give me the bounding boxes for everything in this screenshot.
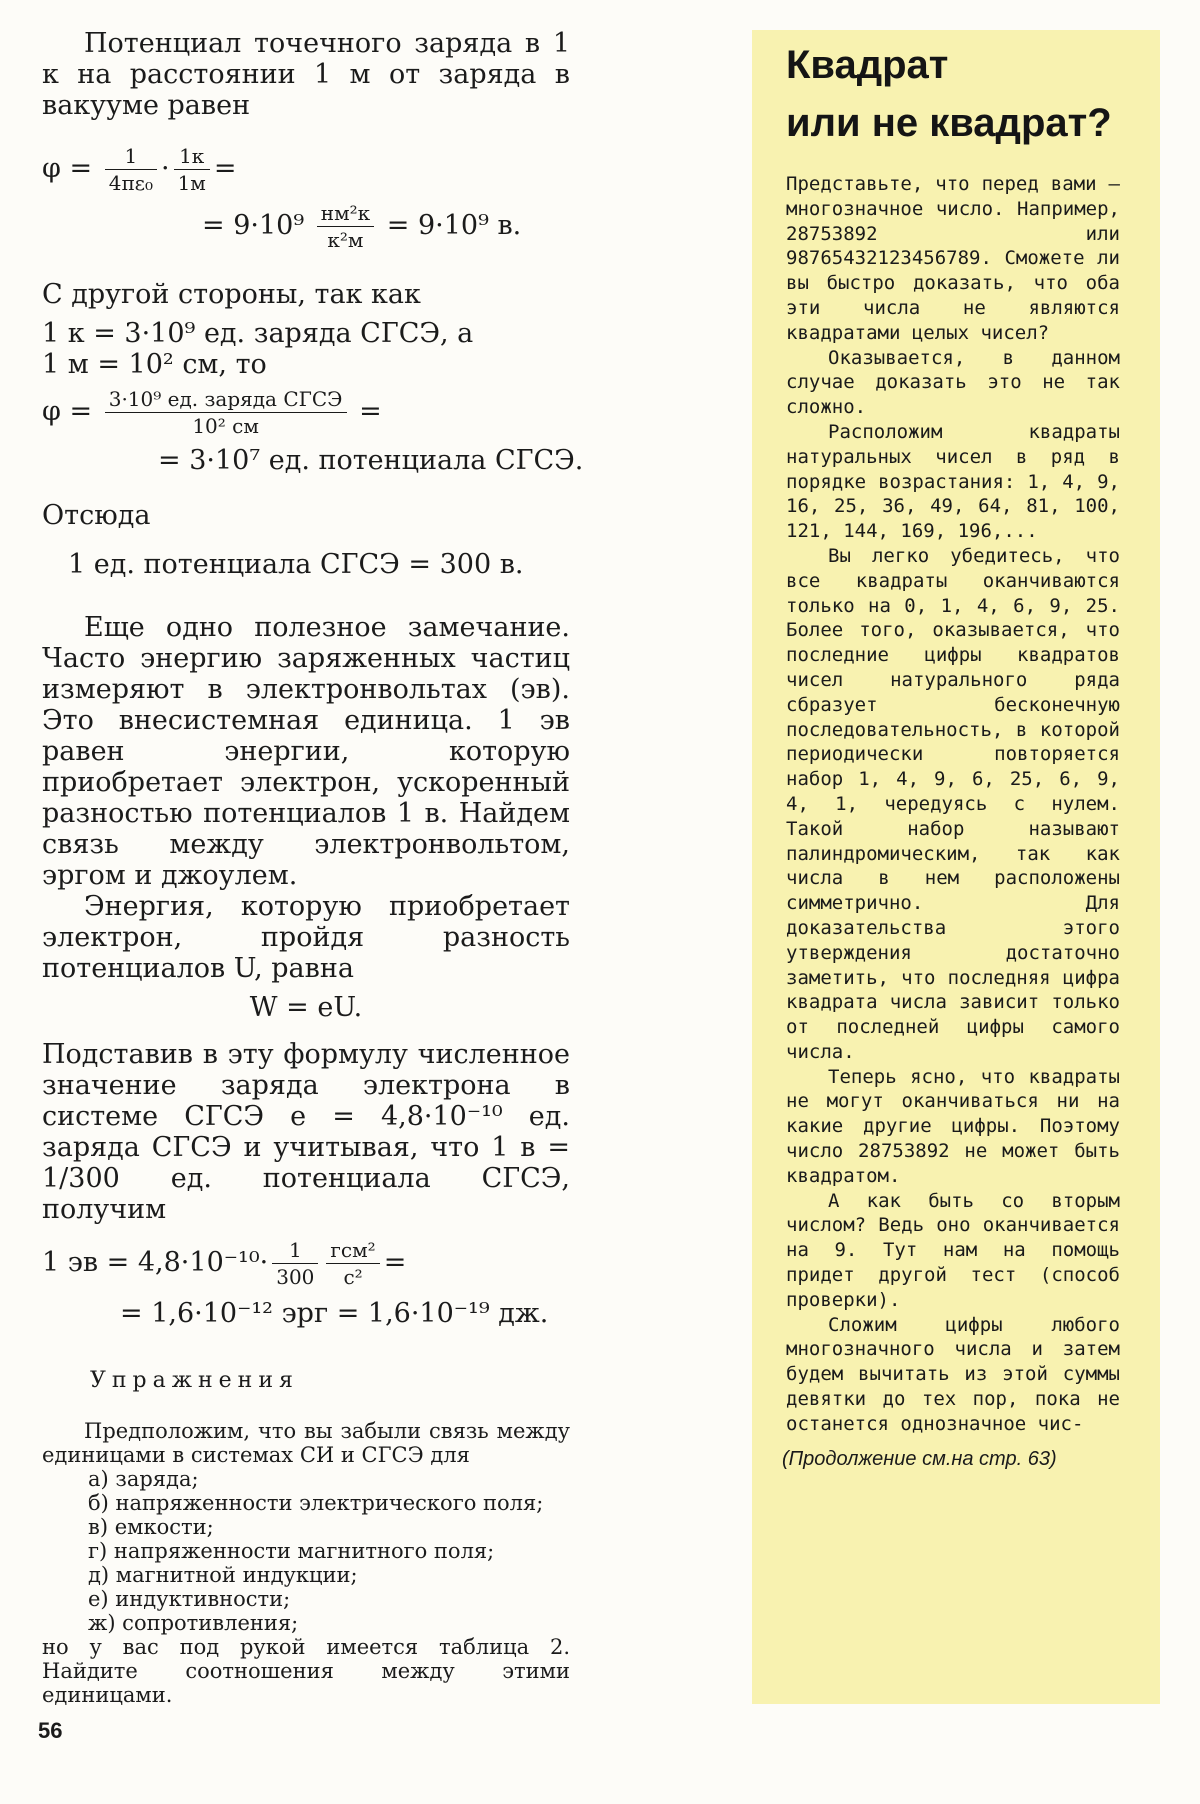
eq3-f1-den: 300 [276,1265,315,1289]
eq1-f2-num: 1к [174,143,210,170]
eq1-f1-num: 1 [105,143,157,170]
text-other-side: С другой стороны, так как [42,279,421,310]
paragraph-electronvolt: Еще одно полезное замечание. Часто энергию заряженных частиц измеряют в электронвольтах (эв). Это внесистемная единица. 1 эв равен энергии, которую приобретает электрон, ускоренный разностью потенциалов 1 в. Найдем связь между электронвольтом, эргом и джоулем. [42,612,570,891]
equation-2b: = 3·10⁷ ед. потенциала СГСЭ. [158,445,584,476]
page-number: 56 [38,1718,63,1743]
sidebar-title-line-1: Квадрат [786,43,949,87]
equation-3b: = 1,6·10⁻¹² эрг = 1,6·10⁻¹⁹ дж. [120,1298,549,1329]
paragraph-substitute: Подставив в эту формулу численное значение заряда электрона в системе СГСЭ e = 4,8·10⁻¹⁰ ед. заряда СГСЭ и учитывая, что 1 в = 1/300 ед. потенциала СГСЭ, получим [42,1039,570,1225]
eq2-den: 10² см [192,414,259,438]
exercise-item: е) индуктивности; [88,1587,291,1611]
exercises-title: Упражнения [90,1368,299,1393]
eq1-f1-den: 4πε₀ [108,171,153,195]
eq1b-prefix: = 9·10⁹ [202,210,305,241]
eq3-fraction-2 [326,1237,379,1290]
sidebar-title-line-2: или не квадрат? [786,101,1112,145]
sidebar-paragraph: Расположим квадраты натуральных чисел в ряд в порядке возрастания: 1, 4, 9, 16, 25, 36, 49, 64, 81, 100, 121, 144, 169, 196,... [786,420,1120,543]
eq2-prefix: φ = [42,396,93,427]
exercise-item: в) емкости; [88,1515,214,1539]
sidebar-paragraph: А как быть со вторым числом? Ведь оно оканчивается на 9. Тут нам на помощь придет другой тест (способ проверки). [786,1189,1120,1311]
sidebar-paragraph: Сложим цифры любого многозначного числа и затем будем вычитать из этой суммы девятки до тех пор, пока не останется однозначное чис- [786,1313,1120,1435]
eq1b-suffix: = 9·10⁹ в. [386,210,522,241]
text-coulomb-def: 1 к = 3·10⁹ ед. заряда СГСЭ, а [42,318,474,349]
sidebar-paragraph: Представьте, что перед вами — многозначное число. Например, 28753892 или 98765432123456789. Сможете ли вы быстро доказать, что оба эти числа не являются квадратами целых чисел? [786,173,1120,344]
exercise-item: г) напряженности магнитного поля; [88,1539,495,1563]
sidebar-continuation: (Продолжение см.на стр. 63) [782,1448,1057,1470]
exercise-item: ж) сопротивления; [88,1611,299,1635]
equation-1 [42,143,570,196]
eq1b-den: к²м [327,228,364,252]
equation-1b [42,200,570,253]
sidebar-paragraph: Теперь ясно, что квадраты не могут оканчиваться ни на какие другие цифры. Поэтому число 28753892 не может быть квадратом. [786,1065,1120,1187]
sidebar-body [786,172,1120,1437]
eq2-suffix: = [359,396,382,427]
intro-paragraph: Потенциал точечного заряда в 1 к на расстоянии 1 м от заряда в вакууме равен [42,28,570,121]
eq1b-fraction [317,200,374,253]
eq3-prefix: 1 эв = 4,8·10⁻¹⁰· [42,1247,269,1278]
eq1-prefix: φ = [42,153,93,184]
eq1-fraction-2 [174,143,210,196]
eq1-mid: · [160,153,170,184]
equation-3 [42,1237,570,1290]
eq3-f2-den: с² [343,1265,363,1289]
exercises-intro: Предположим, что вы забыли связь между единицами в системах СИ и СГСЭ для [42,1419,570,1467]
exercise-item: б) напряженности электрического поля; [88,1491,544,1515]
exercises-outro: но у вас под рукой имеется таблица 2. Найдите соотношения между этими единицами. [42,1635,570,1707]
sidebar-paragraph: Вы легко убедитесь, что все квадраты оканчиваются только на 0, 1, 4, 6, 9, 25. Более того, оказывается, что последние цифры квадратов чисел натурального ряда сбразует бесконечную последовательность, в которой периодически повторяется набор 1, 4, 9, 6, 25, 6, 9, 4, 1, чередуясь с нулем. Такой набор называют палиндромическим, так как числа в нем расположены симметрично. Для доказательства этого утверждения достаточно заметить, что последняя цифра квадрата числа зависит только от последней цифры самого числа. [786,544,1120,1063]
equation-2 [42,386,570,439]
main-column [42,28,584,1707]
sidebar-title [786,36,1166,152]
text-hence: Отсюда [42,500,151,531]
exercises-section [42,1369,570,1707]
sidebar-paragraph: Оказывается, в данном случае доказать это не так сложно. [786,346,1120,419]
eq1-f2-den: 1м [177,171,206,195]
eq3-suffix: = [383,1247,407,1278]
unit-equation: 1 ед. потенциала СГСЭ = 300 в. [68,549,524,580]
eq3-f1-num: 1 [272,1237,318,1264]
eq3-f2-num: гсм² [326,1237,379,1264]
eq1b-num: нм²к [317,200,374,227]
exercise-item: а) заряда; [88,1467,199,1491]
exercise-item: д) магнитной индукции; [88,1563,358,1587]
paragraph-energy: Энергия, которую приобретает электрон, пройдя разность потенциалов U, равна [42,891,570,984]
eq3-fraction-1 [272,1237,318,1290]
formula-w: W = eU. [249,992,363,1023]
eq2-fraction [105,386,347,439]
eq1-fraction-1 [105,143,157,196]
eq1-suffix: = [213,153,237,184]
text-meter-def: 1 м = 10² см, то [42,349,267,380]
sidebar-box [752,30,1160,1704]
eq2-num: 3·10⁹ ед. заряда СГСЭ [105,386,347,413]
